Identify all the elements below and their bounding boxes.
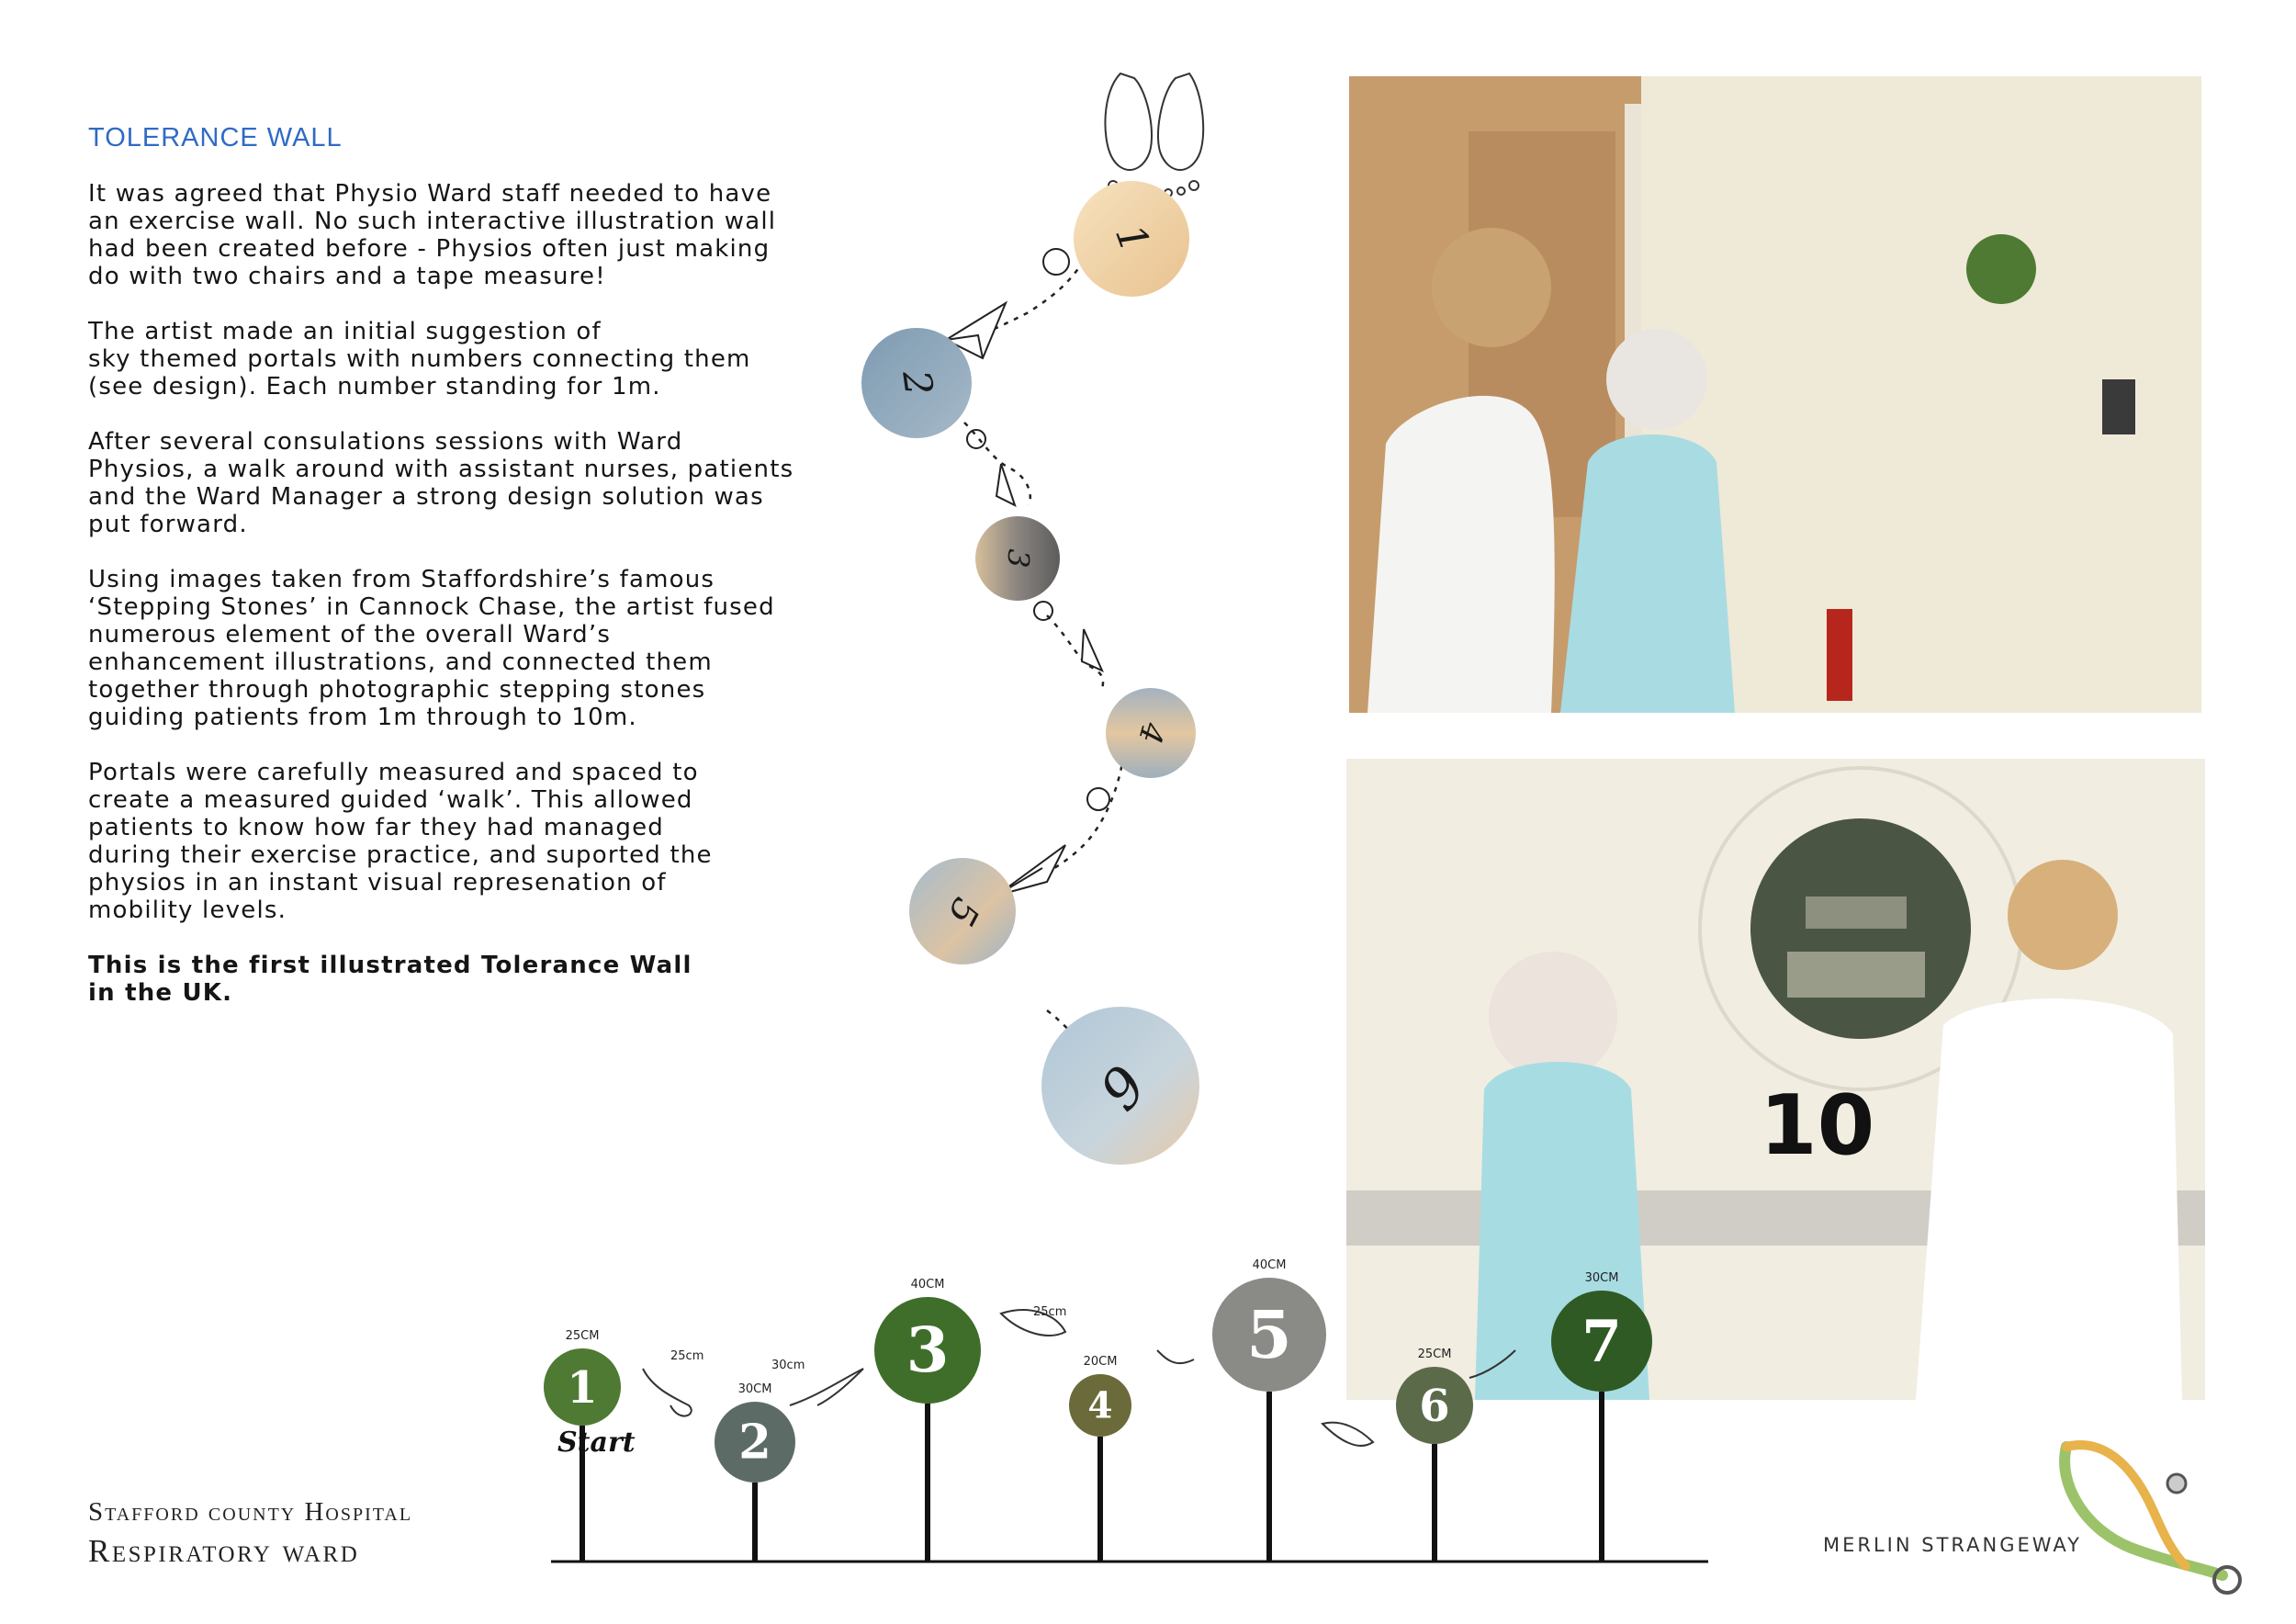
paragraph: After several consulations sessions with Ward Physios, a walk around with assistant nurses, patients and the Ward Manager a strong design solution was put forward. xyxy=(88,428,794,538)
patient-dressing-gown xyxy=(1560,434,1735,713)
sky-portal-2 xyxy=(861,328,972,438)
stepping-stone-7 xyxy=(1551,1271,1652,1562)
stone-size-label: 25CM xyxy=(565,1329,600,1343)
insect-icon xyxy=(1469,1350,1515,1378)
sky-portal-number: 6 xyxy=(1085,1052,1157,1121)
hospital-line: Stafford county Hospital xyxy=(88,1497,413,1527)
lizard-icon xyxy=(790,1369,863,1405)
stone-size-label: 40CM xyxy=(910,1278,945,1291)
photo-illustration xyxy=(1349,76,2201,713)
photo-nurse-and-patient-at-wall xyxy=(1349,76,2201,713)
paragraph: Portals were carefully measured and spaced to create a measured guided ‘walk’. This allowed patients to know how far they had managed during their exercise practice, and suported the physios in an instant visual represenation of mobility levels. xyxy=(88,759,713,924)
portal-one-on-wall xyxy=(1966,234,2036,304)
gap-label: 25cm xyxy=(1033,1305,1067,1319)
stepping-stone-3 xyxy=(874,1278,981,1562)
stepping-stones-timeline xyxy=(514,1258,1745,1580)
paragraph: It was agreed that Physio Ward staff needed to have an exercise wall. No such interactive illustration wall had been created before - Physios often just making do with two chairs and a tape measure! xyxy=(88,180,777,290)
sky-portal-5 xyxy=(909,858,1016,964)
stone-number: 3 xyxy=(906,1314,950,1387)
sky-portal-number: 4 xyxy=(1131,718,1172,748)
patient-head xyxy=(1489,952,1617,1080)
stone-number: 4 xyxy=(1087,1384,1113,1427)
artist-name: MERLIN STRANGEWAY xyxy=(1823,1534,2082,1556)
stethoscope-icon xyxy=(2048,1428,2250,1603)
sky-portal-number: 1 xyxy=(1105,218,1159,259)
section-title: TOLERANCE WALL xyxy=(88,123,343,152)
feet-icon xyxy=(1105,73,1203,197)
start-label: Start xyxy=(557,1427,636,1459)
sky-portal-number: 2 xyxy=(894,367,942,399)
stepping-stone-6 xyxy=(1396,1348,1473,1562)
sky-portal-design xyxy=(514,37,1341,1231)
leaf-icon xyxy=(643,1369,692,1416)
gap-label: 30cm xyxy=(771,1359,805,1372)
stone-size-label: 40CM xyxy=(1252,1258,1287,1272)
sky-portal-number: 3 xyxy=(1000,547,1037,570)
sky-portal-3 xyxy=(975,516,1060,601)
fire-extinguisher xyxy=(1827,609,1852,701)
paragraph: The artist made an initial suggestion of sky themed portals with numbers connecting them (see design). Each number standing for 1m. xyxy=(88,318,751,400)
patient-head xyxy=(1606,329,1707,430)
leaf-icon xyxy=(1157,1350,1194,1363)
stepping-stone-5 xyxy=(1212,1258,1326,1562)
keypad xyxy=(2102,379,2135,434)
stepping-stone-2 xyxy=(715,1382,795,1562)
hospital-name xyxy=(88,1497,412,1570)
ward-line: Respiratory ward xyxy=(88,1533,360,1569)
paragraph: Using images taken from Staffordshire’s famous ‘Stepping Stones’ in Cannock Chase, the artist fused numerous element of the overall Ward’s enhancement illustrations, and connected them together through photographic stepping stones guiding patients from 1m through to 10m. xyxy=(88,566,775,731)
stone-number: 5 xyxy=(1246,1295,1292,1373)
stone-size-label: 30CM xyxy=(737,1382,772,1396)
stepping-stone-4 xyxy=(1069,1355,1131,1562)
nurse-head xyxy=(2008,860,2118,970)
stone-size-label: 20CM xyxy=(1083,1355,1118,1369)
stone-number: 7 xyxy=(1581,1307,1622,1375)
nurse-head xyxy=(1432,228,1551,347)
stone-size-label: 30CM xyxy=(1584,1271,1619,1285)
stone-size-label: 25CM xyxy=(1417,1348,1452,1361)
paper-plane-icon xyxy=(946,303,1102,1093)
gap-label: 25cm xyxy=(670,1349,704,1363)
nurse-uniform xyxy=(1367,396,1555,713)
closing-statement: This is the first illustrated Tolerance Wall in the UK. xyxy=(88,952,692,1007)
stone-number: 1 xyxy=(567,1361,598,1414)
sky-portal-1 xyxy=(1074,181,1189,297)
sky-portal-4 xyxy=(1106,688,1196,778)
portal-number-ten: 10 xyxy=(1760,1077,1875,1174)
sky-portal-6 xyxy=(1041,1007,1199,1165)
feather-icon xyxy=(1322,1423,1373,1446)
sky-portal-number: 5 xyxy=(938,890,989,933)
nurse-uniform xyxy=(1916,998,2182,1400)
stone-number: 6 xyxy=(1419,1380,1450,1432)
stone-number: 2 xyxy=(738,1415,771,1471)
